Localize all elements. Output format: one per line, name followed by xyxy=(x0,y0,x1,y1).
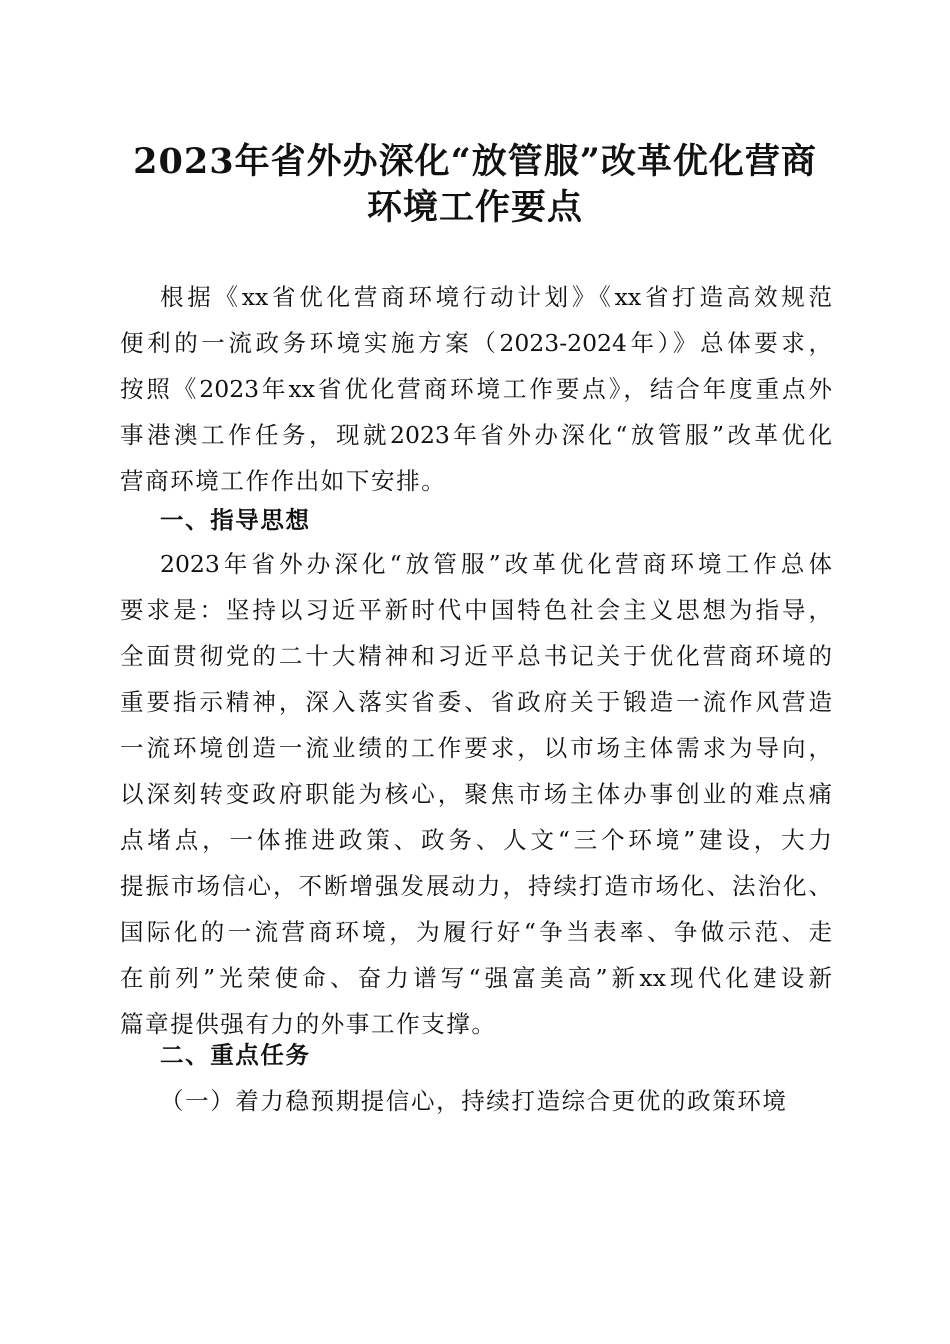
section-1-line-9: 国际化的一流营商环境，为履行好“争当表率、争做示范、走 xyxy=(120,918,832,946)
section-2-heading: 二、重点任务 xyxy=(160,1041,311,1069)
intro-line-4: 事港澳工作任务，现就2023年省外办深化“放管服”改革优化 xyxy=(120,421,832,449)
section-1-line-10: 在前列”光荣使命、奋力谱写“强富美高”新xx现代化建设新 xyxy=(120,964,832,992)
section-1-line-5: 一流环境创造一流业绩的工作要求，以市场主体需求为导向， xyxy=(120,734,832,762)
section-1-line-3: 全面贯彻党的二十大精神和习近平总书记关于优化营商环境的 xyxy=(120,642,832,670)
section-1-line-6: 以深刻转变政府职能为核心，聚焦市场主体办事创业的难点痛 xyxy=(120,780,832,808)
intro-line-5: 营商环境工作作出如下安排。 xyxy=(120,467,447,495)
section-1-line-2: 要求是：坚持以习近平新时代中国特色社会主义思想为指导， xyxy=(120,596,832,624)
section-1-line-8: 提振市场信心，不断增强发展动力，持续打造市场化、法治化、 xyxy=(120,872,832,900)
intro-line-2: 便利的一流政务环境实施方案（2023-2024年）》总体要求， xyxy=(120,329,832,357)
section-1-line-11: 篇章提供强有力的外事工作支撑。 xyxy=(120,1010,497,1038)
section-1-heading: 一、指导思想 xyxy=(160,506,311,534)
section-2-subheading-1: （一）着力稳预期提信心，持续打造综合更优的政策环境 xyxy=(160,1087,788,1115)
intro-line-3: 按照《2023年xx省优化营商环境工作要点》，结合年度重点外 xyxy=(120,375,832,403)
section-1-line-7: 点堵点，一体推进政策、政务、人文“三个环境”建设，大力 xyxy=(120,826,832,854)
intro-line-1: 根据《xx省优化营商环境行动计划》《xx省打造高效规范 xyxy=(160,283,832,311)
document-title-line-1: 2023年省外办深化“放管服”改革优化营商 xyxy=(133,141,817,182)
section-1-line-4: 重要指示精神，深入落实省委、省政府关于锻造一流作风营造 xyxy=(120,688,832,716)
document-title-line-2: 环境工作要点 xyxy=(366,187,583,228)
section-1-line-1: 2023年省外办深化“放管服”改革优化营商环境工作总体 xyxy=(160,550,832,578)
